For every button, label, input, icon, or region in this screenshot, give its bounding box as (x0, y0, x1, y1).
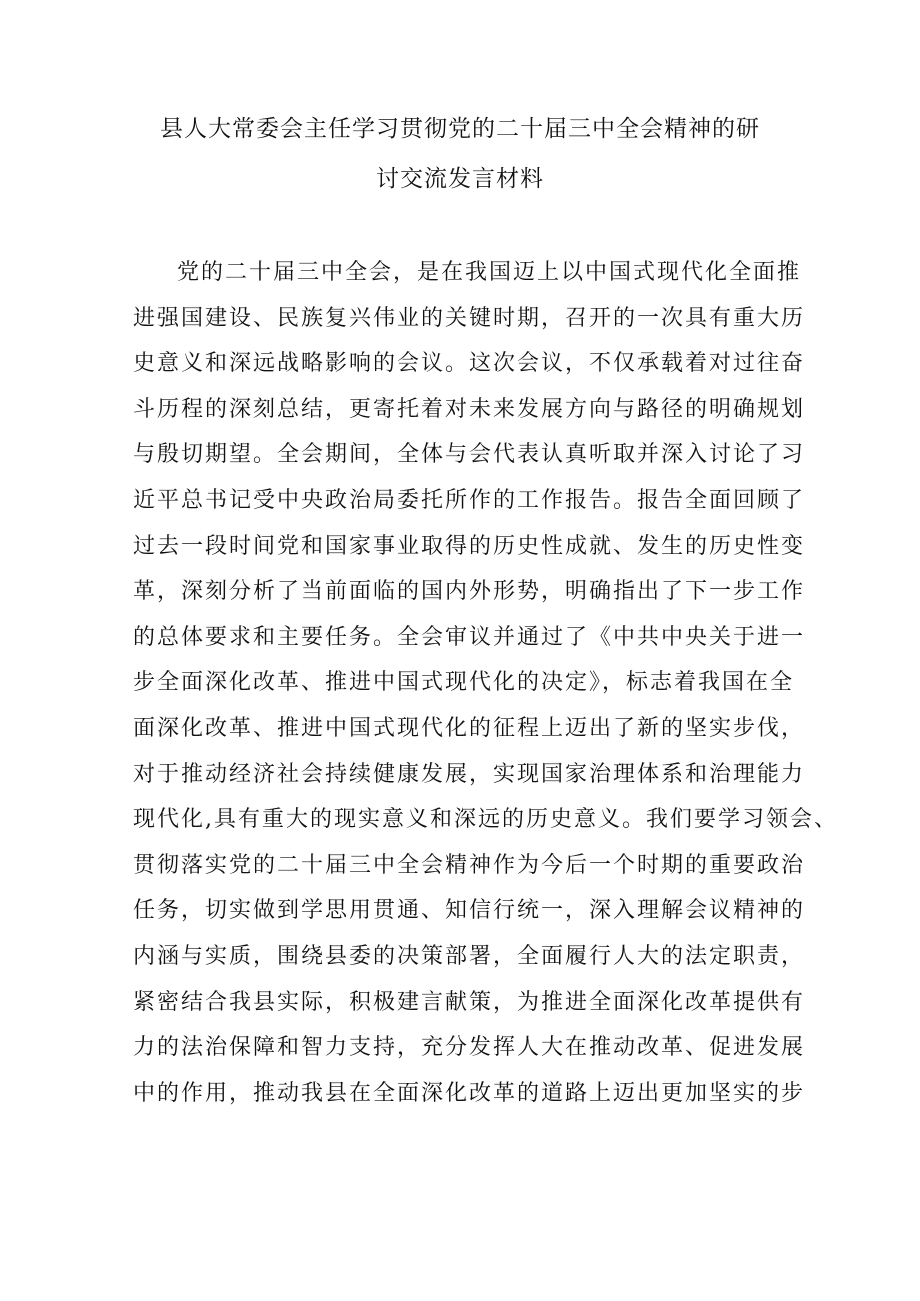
body-line: 任务，切实做到学思用贯通、知信行统一，深入理解会议精神的 (133, 898, 806, 924)
body-line: 斗历程的深刻总结，更寄托着对未来发展方向与路径的明确规划 (133, 396, 806, 422)
body-line: 与殷切期望。全会期间，全体与会代表认真听取并深入讨论了习 (133, 442, 806, 468)
body-line: 过去一段时间党和国家事业取得的历史性成就、发生的历史性变 (133, 533, 806, 559)
body-line: 进强国建设、民族复兴伟业的关键时期，召开的一次具有重大历 (133, 305, 806, 331)
document-title-line-1: 县人大常委会主任学习贯彻党的二十届三中全会精神的研 (160, 116, 760, 142)
body-line: 的总体要求和主要任务。全会审议并通过了《中共中央关于进一 (133, 624, 806, 650)
document-body (133, 250, 838, 1116)
body-line: 现代化,具有重大的现实意义和深远的历史意义。我们要学习领会、 (133, 807, 838, 833)
body-line: 党的二十届三中全会，是在我国迈上以中国式现代化全面推 (177, 260, 802, 285)
body-line: 力的法治保障和智力支持，充分发挥人大在推动改革、促进发展 (133, 1035, 806, 1061)
body-line: 对于推动经济社会持续健康发展，实现国家治理体系和治理能力 (133, 761, 806, 787)
body-line: 中的作用，推动我县在全面深化改革的道路上迈出更加坚实的步 (133, 1080, 806, 1106)
body-line: 史意义和深远战略影响的会议。这次会议，不仅承载着对过往奋 (133, 351, 806, 377)
body-line: 面深化改革、推进中国式现代化的征程上迈出了新的坚实步伐， (133, 715, 806, 741)
body-line: 贯彻落实党的二十届三中全会精神作为今后一个时期的重要政治 (133, 852, 806, 878)
body-line: 步全面深化改革、推进中国式现代化的决定》，标志着我国在全 (133, 670, 795, 696)
body-line: 紧密结合我县实际，积极建言献策，为推进全面深化改革提供有 (133, 989, 806, 1015)
document-title-line-2: 讨交流发言材料 (376, 166, 544, 192)
body-line: 革，深刻分析了当前面临的国内外形势，明确指出了下一步工作 (133, 579, 806, 605)
body-line: 内涵与实质，围绕县委的决策部署，全面履行人大的法定职责， (133, 943, 806, 969)
body-line: 近平总书记受中央政治局委托所作的工作报告。报告全面回顾了 (133, 487, 806, 513)
